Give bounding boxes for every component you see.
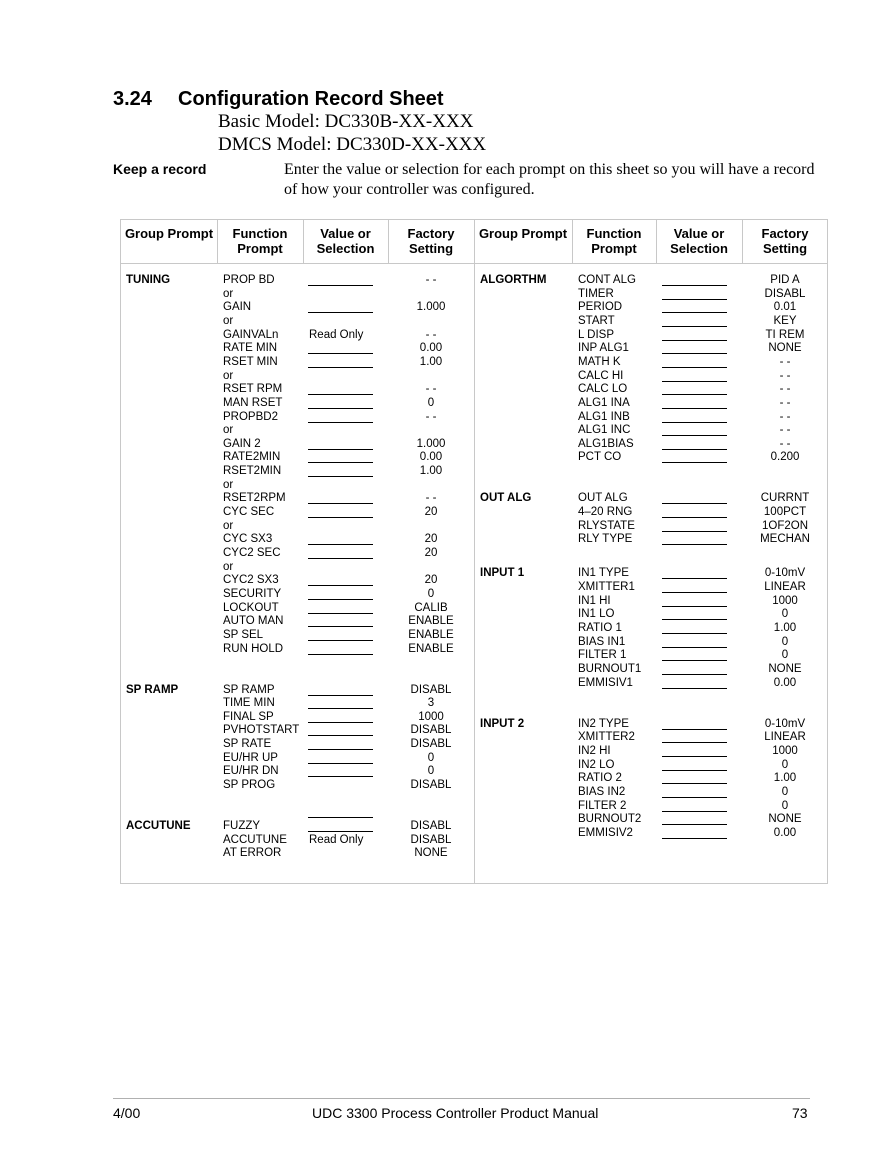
header-function-prompt: Function Prompt	[586, 226, 642, 256]
value-entry-line[interactable]	[662, 756, 727, 757]
value-entry-line[interactable]	[662, 633, 727, 634]
function-prompt: ALG1BIAS	[578, 437, 634, 450]
factory-setting: 0	[427, 396, 435, 409]
value-entry-line[interactable]	[308, 312, 373, 313]
value-entry-line[interactable]	[308, 695, 373, 696]
factory-setting: ENABLE	[408, 642, 454, 655]
value-entry-line[interactable]	[308, 422, 373, 423]
factory-setting: CALIB	[414, 601, 448, 614]
factory-setting: 0.01	[773, 301, 797, 314]
factory-setting: 0.00	[419, 451, 443, 464]
function-prompt: LOCKOUT	[223, 601, 279, 614]
function-prompt: MATH K	[578, 355, 621, 368]
value-entry-line[interactable]	[662, 408, 727, 409]
header-factory-setting: Factory Setting	[407, 226, 455, 256]
footer-title: UDC 3300 Process Controller Product Manual	[312, 1105, 599, 1121]
factory-setting: TI REM	[765, 328, 805, 341]
function-prompt: RSET MIN	[223, 355, 278, 368]
function-prompt: SECURITY	[223, 587, 282, 600]
value-entry-line[interactable]	[308, 599, 373, 600]
value-entry-line[interactable]	[662, 838, 727, 839]
factory-setting: 1.00	[419, 465, 443, 478]
factory-setting: PID A	[770, 274, 800, 286]
value-entry-line[interactable]	[662, 729, 727, 730]
factory-setting: LINEAR	[764, 581, 806, 594]
function-prompt: CYC SEC	[223, 506, 275, 519]
factory-setting: 0	[427, 587, 435, 600]
function-prompt: RSET RPM	[223, 383, 283, 396]
value-selection: Read Only	[309, 833, 364, 846]
function-prompt: EMMISIV2	[578, 826, 633, 839]
factory-setting: 20	[424, 533, 438, 546]
value-entry-line[interactable]	[308, 763, 373, 764]
factory-setting: 0	[427, 751, 435, 764]
factory-setting: CURRNT	[760, 492, 810, 505]
value-entry-line[interactable]	[662, 824, 727, 825]
function-prompt: GAIN 2	[223, 437, 261, 450]
factory-setting: MECHAN	[760, 533, 810, 546]
function-prompt: TIMER	[578, 287, 614, 300]
value-entry-line[interactable]	[662, 367, 727, 368]
value-entry-line[interactable]	[308, 640, 373, 641]
factory-setting: DISABL	[410, 724, 452, 737]
function-prompt: or	[223, 369, 234, 382]
factory-setting: 0-10mV	[764, 717, 806, 730]
factory-setting: 0	[781, 799, 789, 812]
function-prompt: RATIO 1	[578, 622, 622, 635]
factory-setting: - -	[779, 396, 791, 409]
header-value-selection: Value or Selection	[670, 226, 728, 256]
value-entry-line[interactable]	[662, 544, 727, 545]
function-prompt: IN1 LO	[578, 608, 615, 621]
factory-setting: - -	[779, 355, 791, 368]
value-entry-line[interactable]	[662, 770, 727, 771]
factory-setting: 0	[781, 635, 789, 648]
function-prompt: or	[223, 314, 234, 327]
function-prompt: or	[223, 424, 234, 437]
factory-setting: - -	[425, 274, 437, 286]
factory-setting: DISABL	[410, 820, 452, 832]
value-entry-line[interactable]	[662, 578, 727, 579]
value-entry-line[interactable]	[308, 817, 373, 818]
factory-setting: 1.00	[773, 622, 797, 635]
group-prompt: OUT ALG	[480, 492, 532, 505]
model-dmcs: DMCS Model: DC330D-XX-XXX	[218, 134, 487, 155]
function-prompt: GAINVALn	[223, 328, 279, 341]
function-prompt: CALC LO	[578, 383, 628, 396]
value-entry-line[interactable]	[662, 353, 727, 354]
value-entry-line[interactable]	[308, 517, 373, 518]
function-prompt: SP RATE	[223, 738, 272, 751]
value-entry-line[interactable]	[662, 606, 727, 607]
value-entry-line[interactable]	[662, 299, 727, 300]
footer-page: 73	[792, 1105, 808, 1121]
keep-record-label: Keep a record	[113, 161, 207, 177]
value-entry-line[interactable]	[308, 708, 373, 709]
factory-setting: 0	[781, 758, 789, 771]
header-value-selection: Value or Selection	[316, 226, 375, 256]
factory-setting: DISABL	[410, 683, 452, 696]
model-basic: Basic Model: DC330B-XX-XXX	[218, 111, 474, 132]
value-entry-line[interactable]	[662, 742, 727, 743]
function-prompt: PROPBD2	[223, 410, 278, 423]
function-prompt: SP SEL	[223, 628, 264, 641]
value-entry-line[interactable]	[662, 312, 727, 313]
factory-setting: 0.200	[770, 451, 800, 464]
factory-setting: 20	[424, 547, 438, 559]
factory-setting: - -	[779, 369, 791, 382]
function-prompt: IN1 TYPE	[578, 567, 629, 580]
function-prompt: FILTER 1	[578, 649, 627, 662]
value-entry-line[interactable]	[308, 722, 373, 723]
value-entry-line[interactable]	[662, 660, 727, 661]
function-prompt: BURNOUT1	[578, 663, 642, 676]
value-entry-line[interactable]	[662, 462, 727, 463]
value-entry-line[interactable]	[662, 647, 727, 648]
factory-setting: - -	[425, 328, 437, 341]
value-entry-line[interactable]	[308, 462, 373, 463]
function-prompt: IN2 TYPE	[578, 717, 629, 730]
function-prompt: BURNOUT2	[578, 813, 642, 826]
value-entry-line[interactable]	[308, 476, 373, 477]
value-entry-line[interactable]	[308, 544, 373, 545]
function-prompt: PVHOTSTART	[223, 724, 300, 737]
function-prompt: RATE2MIN	[223, 451, 281, 464]
function-prompt: RSET2RPM	[223, 492, 286, 505]
factory-setting: 0.00	[419, 342, 443, 355]
header-group-prompt: Group Prompt	[124, 226, 214, 241]
value-entry-line[interactable]	[308, 558, 373, 559]
value-entry-line[interactable]	[308, 654, 373, 655]
value-entry-line[interactable]	[662, 449, 727, 450]
footer-rule	[113, 1098, 810, 1099]
function-prompt: IN2 LO	[578, 758, 615, 771]
value-entry-line[interactable]	[662, 592, 727, 593]
function-prompt: PERIOD	[578, 301, 623, 314]
function-prompt: RATIO 2	[578, 772, 622, 785]
function-prompt: SP PROG	[223, 779, 276, 792]
function-prompt: EU/HR DN	[223, 765, 279, 778]
value-entry-line[interactable]	[308, 776, 373, 777]
group-prompt: INPUT 1	[480, 567, 525, 580]
function-prompt: CALC HI	[578, 369, 624, 382]
function-prompt: CYC SX3	[223, 533, 273, 546]
value-entry-line[interactable]	[308, 408, 373, 409]
factory-setting: 100PCT	[763, 506, 807, 519]
function-prompt: START	[578, 314, 615, 327]
function-prompt: INP ALG1	[578, 342, 629, 355]
section-number: 3.24	[113, 88, 152, 110]
value-entry-line[interactable]	[308, 613, 373, 614]
value-entry-line[interactable]	[308, 735, 373, 736]
value-entry-line[interactable]	[662, 531, 727, 532]
function-prompt: FILTER 2	[578, 799, 627, 812]
value-entry-line[interactable]	[308, 503, 373, 504]
function-prompt: SP RAMP	[223, 683, 275, 696]
group-prompt: SP RAMP	[126, 683, 179, 696]
factory-setting: NONE	[768, 813, 802, 826]
factory-setting: 0-10mV	[764, 567, 806, 580]
function-prompt: GAIN	[223, 301, 252, 314]
factory-setting: ENABLE	[408, 628, 454, 641]
value-entry-line[interactable]	[662, 783, 727, 784]
factory-setting: DISABL	[410, 779, 452, 792]
function-prompt: XMITTER2	[578, 731, 635, 744]
factory-setting: 0	[781, 785, 789, 798]
function-prompt: FINAL SP	[223, 710, 274, 723]
function-prompt: ALG1 INA	[578, 396, 630, 409]
function-prompt: AT ERROR	[223, 847, 282, 860]
factory-setting: 0	[781, 649, 789, 662]
factory-setting: 0.00	[773, 676, 797, 689]
section-heading	[113, 88, 444, 111]
function-prompt: AUTO MAN	[223, 615, 284, 628]
function-prompt: or	[223, 287, 234, 300]
value-entry-line[interactable]	[662, 422, 727, 423]
value-entry-line[interactable]	[662, 674, 727, 675]
factory-setting: 1000	[772, 594, 798, 607]
function-prompt: L DISP	[578, 328, 615, 341]
function-prompt: or	[223, 478, 234, 491]
factory-setting: - -	[779, 424, 791, 437]
header-group-prompt: Group Prompt	[478, 226, 568, 241]
value-entry-line[interactable]	[662, 381, 727, 382]
factory-setting: 1000	[772, 744, 798, 757]
function-prompt: CYC2 SEC	[223, 547, 281, 559]
function-prompt: RUN HOLD	[223, 642, 284, 655]
factory-setting: - -	[779, 410, 791, 423]
header-factory-setting: Factory Setting	[761, 226, 809, 256]
value-entry-line[interactable]	[308, 394, 373, 395]
value-entry-line[interactable]	[662, 688, 727, 689]
function-prompt: 4–20 RNG	[578, 506, 633, 519]
function-prompt: EMMISIV1	[578, 676, 633, 689]
value-entry-line[interactable]	[662, 503, 727, 504]
function-prompt: or	[223, 519, 234, 532]
value-entry-line[interactable]	[308, 626, 373, 627]
function-prompt: CONT ALG	[578, 274, 636, 286]
factory-setting: 1.000	[416, 301, 446, 314]
function-prompt: IN1 HI	[578, 594, 611, 607]
factory-setting: 0.00	[773, 826, 797, 839]
value-entry-line[interactable]	[662, 340, 727, 341]
factory-setting: LINEAR	[764, 731, 806, 744]
factory-setting: DISABL	[410, 833, 452, 846]
function-prompt: ACCUTUNE	[223, 833, 287, 846]
factory-setting: 1.000	[416, 437, 446, 450]
factory-setting: 0	[781, 608, 789, 621]
function-prompt: FUZZY	[223, 820, 261, 832]
factory-setting: - -	[779, 437, 791, 450]
value-entry-line[interactable]	[662, 619, 727, 620]
value-entry-line[interactable]	[308, 749, 373, 750]
footer-date: 4/00	[113, 1105, 141, 1121]
value-entry-line[interactable]	[662, 517, 727, 518]
factory-setting: 20	[424, 574, 438, 587]
header-separator	[120, 263, 828, 264]
factory-setting: 0	[427, 765, 435, 778]
function-prompt: ALG1 INB	[578, 410, 630, 423]
function-prompt: IN2 HI	[578, 744, 611, 757]
function-prompt: RATE MIN	[223, 342, 278, 355]
factory-setting: 1OF2ON	[761, 519, 808, 532]
value-entry-line[interactable]	[662, 285, 727, 286]
factory-setting: NONE	[768, 663, 802, 676]
factory-setting: NONE	[768, 342, 802, 355]
group-prompt: INPUT 2	[480, 717, 525, 730]
function-prompt: PROP BD	[223, 274, 275, 286]
value-selection: Read Only	[309, 328, 364, 341]
function-prompt: RLYSTATE	[578, 519, 635, 532]
value-entry-line[interactable]	[308, 585, 373, 586]
value-entry-line[interactable]	[662, 797, 727, 798]
function-prompt: OUT ALG	[578, 492, 628, 505]
factory-setting: 20	[424, 506, 438, 519]
factory-setting: - -	[425, 492, 437, 505]
group-prompt: ACCUTUNE	[126, 820, 191, 832]
function-prompt: XMITTER1	[578, 581, 635, 594]
header-function-prompt: Function Prompt	[232, 226, 288, 256]
function-prompt: RSET2MIN	[223, 465, 282, 478]
factory-setting: 3	[427, 697, 435, 710]
factory-setting: - -	[425, 383, 437, 396]
value-entry-line[interactable]	[662, 326, 727, 327]
function-prompt: or	[223, 560, 234, 573]
function-prompt: BIAS IN2	[578, 785, 626, 798]
function-prompt: EU/HR UP	[223, 751, 278, 764]
value-entry-line[interactable]	[662, 811, 727, 812]
value-entry-line[interactable]	[308, 831, 373, 832]
value-entry-line[interactable]	[662, 394, 727, 395]
group-prompt: ALGORTHM	[480, 274, 547, 286]
factory-setting: DISABL	[764, 287, 806, 300]
factory-setting: 1.00	[419, 355, 443, 368]
factory-setting: ENABLE	[408, 615, 454, 628]
function-prompt: CYC2 SX3	[223, 574, 279, 587]
factory-setting: DISABL	[410, 738, 452, 751]
factory-setting: - -	[779, 383, 791, 396]
function-prompt: TIME MIN	[223, 697, 275, 710]
value-entry-line[interactable]	[662, 435, 727, 436]
value-entry-line[interactable]	[308, 367, 373, 368]
table-divider	[474, 219, 475, 884]
section-title: Configuration Record Sheet	[178, 88, 444, 110]
value-entry-line[interactable]	[308, 285, 373, 286]
factory-setting: NONE	[414, 847, 448, 860]
factory-setting: KEY	[773, 314, 797, 327]
keep-record-text: Enter the value or selection for each prompt on this sheet so you will have a record of how your controller was configured.	[284, 161, 815, 198]
factory-setting: 1.00	[773, 772, 797, 785]
function-prompt: BIAS IN1	[578, 635, 626, 648]
group-prompt: TUNING	[126, 274, 171, 286]
value-entry-line[interactable]	[308, 353, 373, 354]
function-prompt: RLY TYPE	[578, 533, 633, 546]
factory-setting: - -	[425, 410, 437, 423]
value-entry-line[interactable]	[308, 449, 373, 450]
function-prompt: MAN RSET	[223, 396, 283, 409]
function-prompt: ALG1 INC	[578, 424, 631, 437]
factory-setting: 1000	[418, 710, 444, 723]
function-prompt: PCT CO	[578, 451, 622, 464]
